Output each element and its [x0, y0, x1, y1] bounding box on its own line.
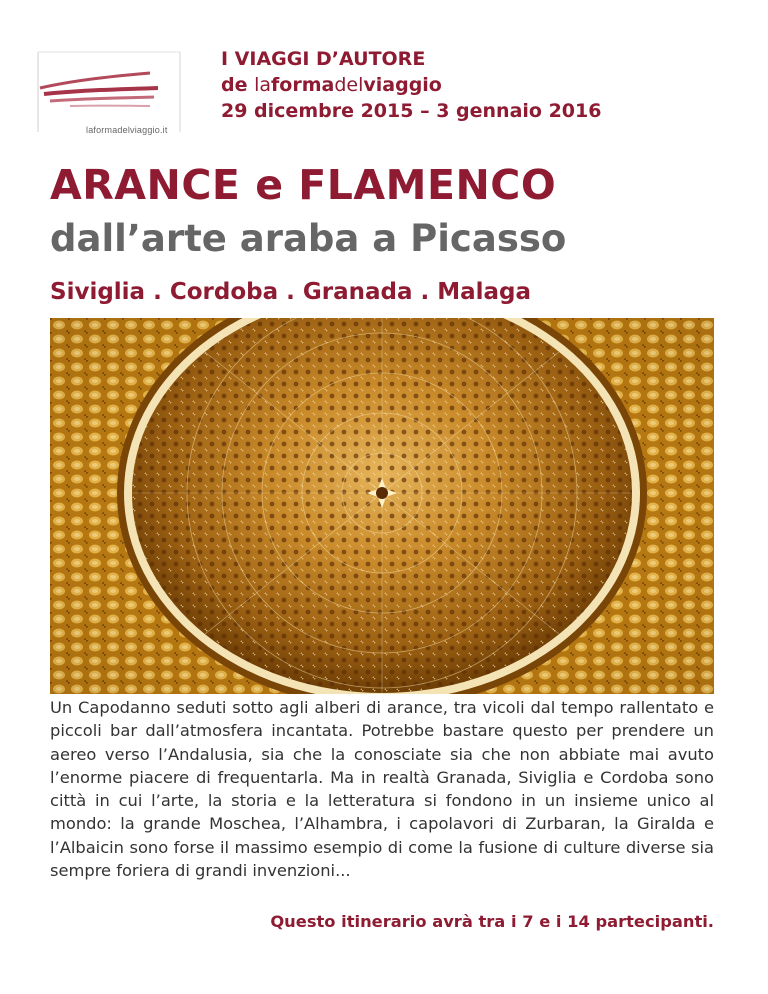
dome-ceiling-photo	[50, 318, 714, 694]
brand-part-del: del	[334, 74, 364, 96]
brand-part-forma: forma	[271, 74, 335, 96]
series-label: I VIAGGI D’AUTORE	[221, 48, 426, 70]
brand-part-la: la	[254, 74, 272, 96]
header-block	[221, 46, 601, 124]
trip-dates: 29 dicembre 2015 – 3 gennaio 2016	[221, 100, 602, 122]
page-subtitle: dall’arte araba a Picasso	[50, 217, 567, 260]
cities-line: Siviglia . Cordoba . Granada . Malaga	[50, 279, 532, 305]
brand-part-viaggio: viaggio	[363, 74, 442, 96]
page-title: ARANCE e FLAMENCO	[50, 161, 557, 209]
description-paragraph: Un Capodanno seduti sotto agli alberi di arance, tra vicoli dal tempo rallentato e piccoli bar dall’atmosfera incantata. Potrebbe bastare questo per prendere un aereo verso l’Andalusia, sia che la conosciate sia che non abbiate mai avuto l’enorme piacere di frequentarla. Ma in realtà Granada, Siviglia e Cordoba sono città in cui l’arte, la storia e la letteratura si fondono in un insieme unico al mondo: la grande Moschea, l’Alhambra, i capolavori di Zurbaran, la Giralda e l’Albaicin sono forse il massimo esempio di come la fusione di culture diverse sia sempre foriera di grandi invenzioni...	[50, 698, 714, 881]
brand-line	[221, 72, 601, 98]
logo-caption: laformadelviaggio.it	[86, 125, 168, 135]
brand-prefix: de	[221, 74, 255, 96]
participants-note: Questo itinerario avrà tra i 7 e i 14 partecipanti.	[270, 912, 714, 931]
